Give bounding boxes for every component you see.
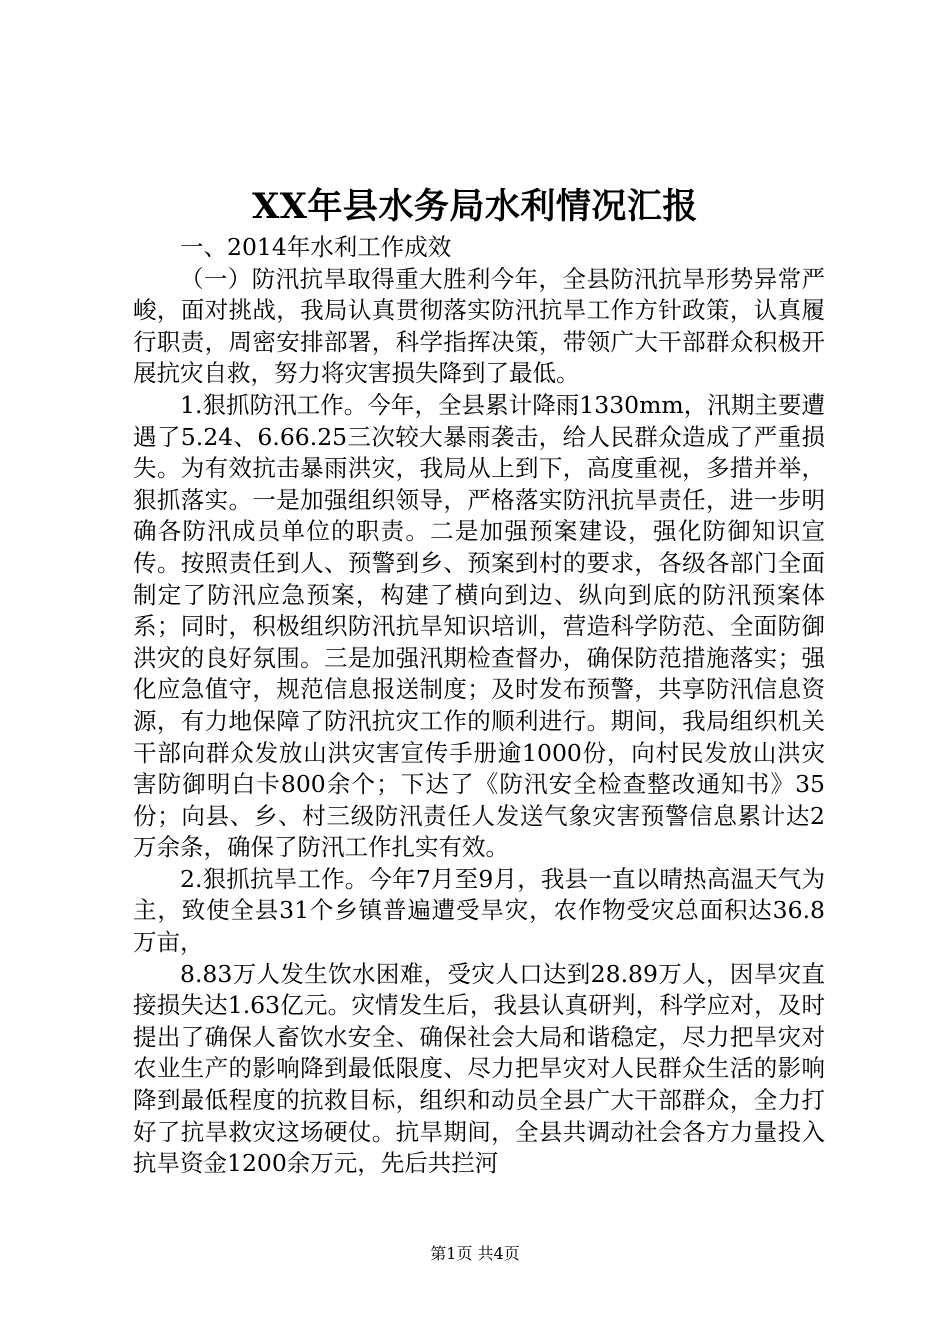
paragraph-drought-impact: 8.83万人发生饮水困难，受灾人口达到28.89万人，因旱灾直接损失达1.63亿元。灾情发生后，我县认真研判，科学应对，及时提出了确保人畜饮水安全、确保社会大局和谐稳定，尽力把旱灾对农业生产的影响降到最低限度、尽力把旱灾对人民群众生活的影响降到最低程度的抗救目标，组织和动员全县广大干部群众，全力打好了抗旱救灾这场硬仗。抗旱期间，全县共调动社会各方力量投入抗旱资金1200余万元，先后共拦河 (133, 959, 825, 1178)
paragraph-section-heading: 一、2014年水利工作成效 (180, 233, 452, 261)
document-title: XX年县水务局水利情况汇报 (252, 186, 698, 227)
paragraph-flood-control: 1.狠抓防汛工作。今年，全县累计降雨1330mm，汛期主要遭遇了5.24、6.66.25三次较大暴雨袭击，给人民群众造成了严重损失。为有效抗击暴雨洪灾，我局从上到下，高度重视，多措并举，狠抓落实。一是加强组织领导，严格落实防汛抗旱责任，进一步明确各防汛成员单位的职责。二是加强预案建设，强化防御知识宣传。按照责任到人、预警到乡、预案到村的要求，各级各部门全面制定了防汛应急预案，构建了横向到边、纵向到底的防汛预案体系；同时，积极组织防汛抗旱知识培训，营造科学防范、全面防御洪灾的良好氛围。三是加强汛期检查督办，确保防范措施落实；强化应急值守，规范信息报送制度；及时发布预警，共享防汛信息资源，有力地保障了防汛抗灾工作的顺利进行。期间，我局组织机关干部向群众发放山洪灾害宣传手册逾1000份，向村民发放山洪灾害防御明白卡800余个；下达了《防汛安全检查整改通知书》35份；向县、乡、村三级防汛责任人发送气象灾害预警信息累计达2万余条，确保了防汛工作扎实有效。 (133, 390, 825, 862)
document-body (133, 232, 825, 1180)
paragraph-drought-relief: 2.狠抓抗旱工作。今年7月至9月，我县一直以晴热高温天气为主，致使全县31个乡镇普遍遭受旱灾，农作物受灾总面积达36.8万亩， (133, 864, 825, 957)
paragraph-flood-drought-summary: （一）防汛抗旱取得重大胜利今年，全县防汛抗旱形势异常严峻，面对挑战，我局认真贯彻落实防汛抗旱工作方针政策，认真履行职责，周密安排部署，科学指挥决策，带领广大干部群众积极开展抗灾自救，努力将灾害损失降到了最低。 (133, 264, 825, 388)
page-number-footer: 第1页 共4页 (430, 1244, 520, 1263)
